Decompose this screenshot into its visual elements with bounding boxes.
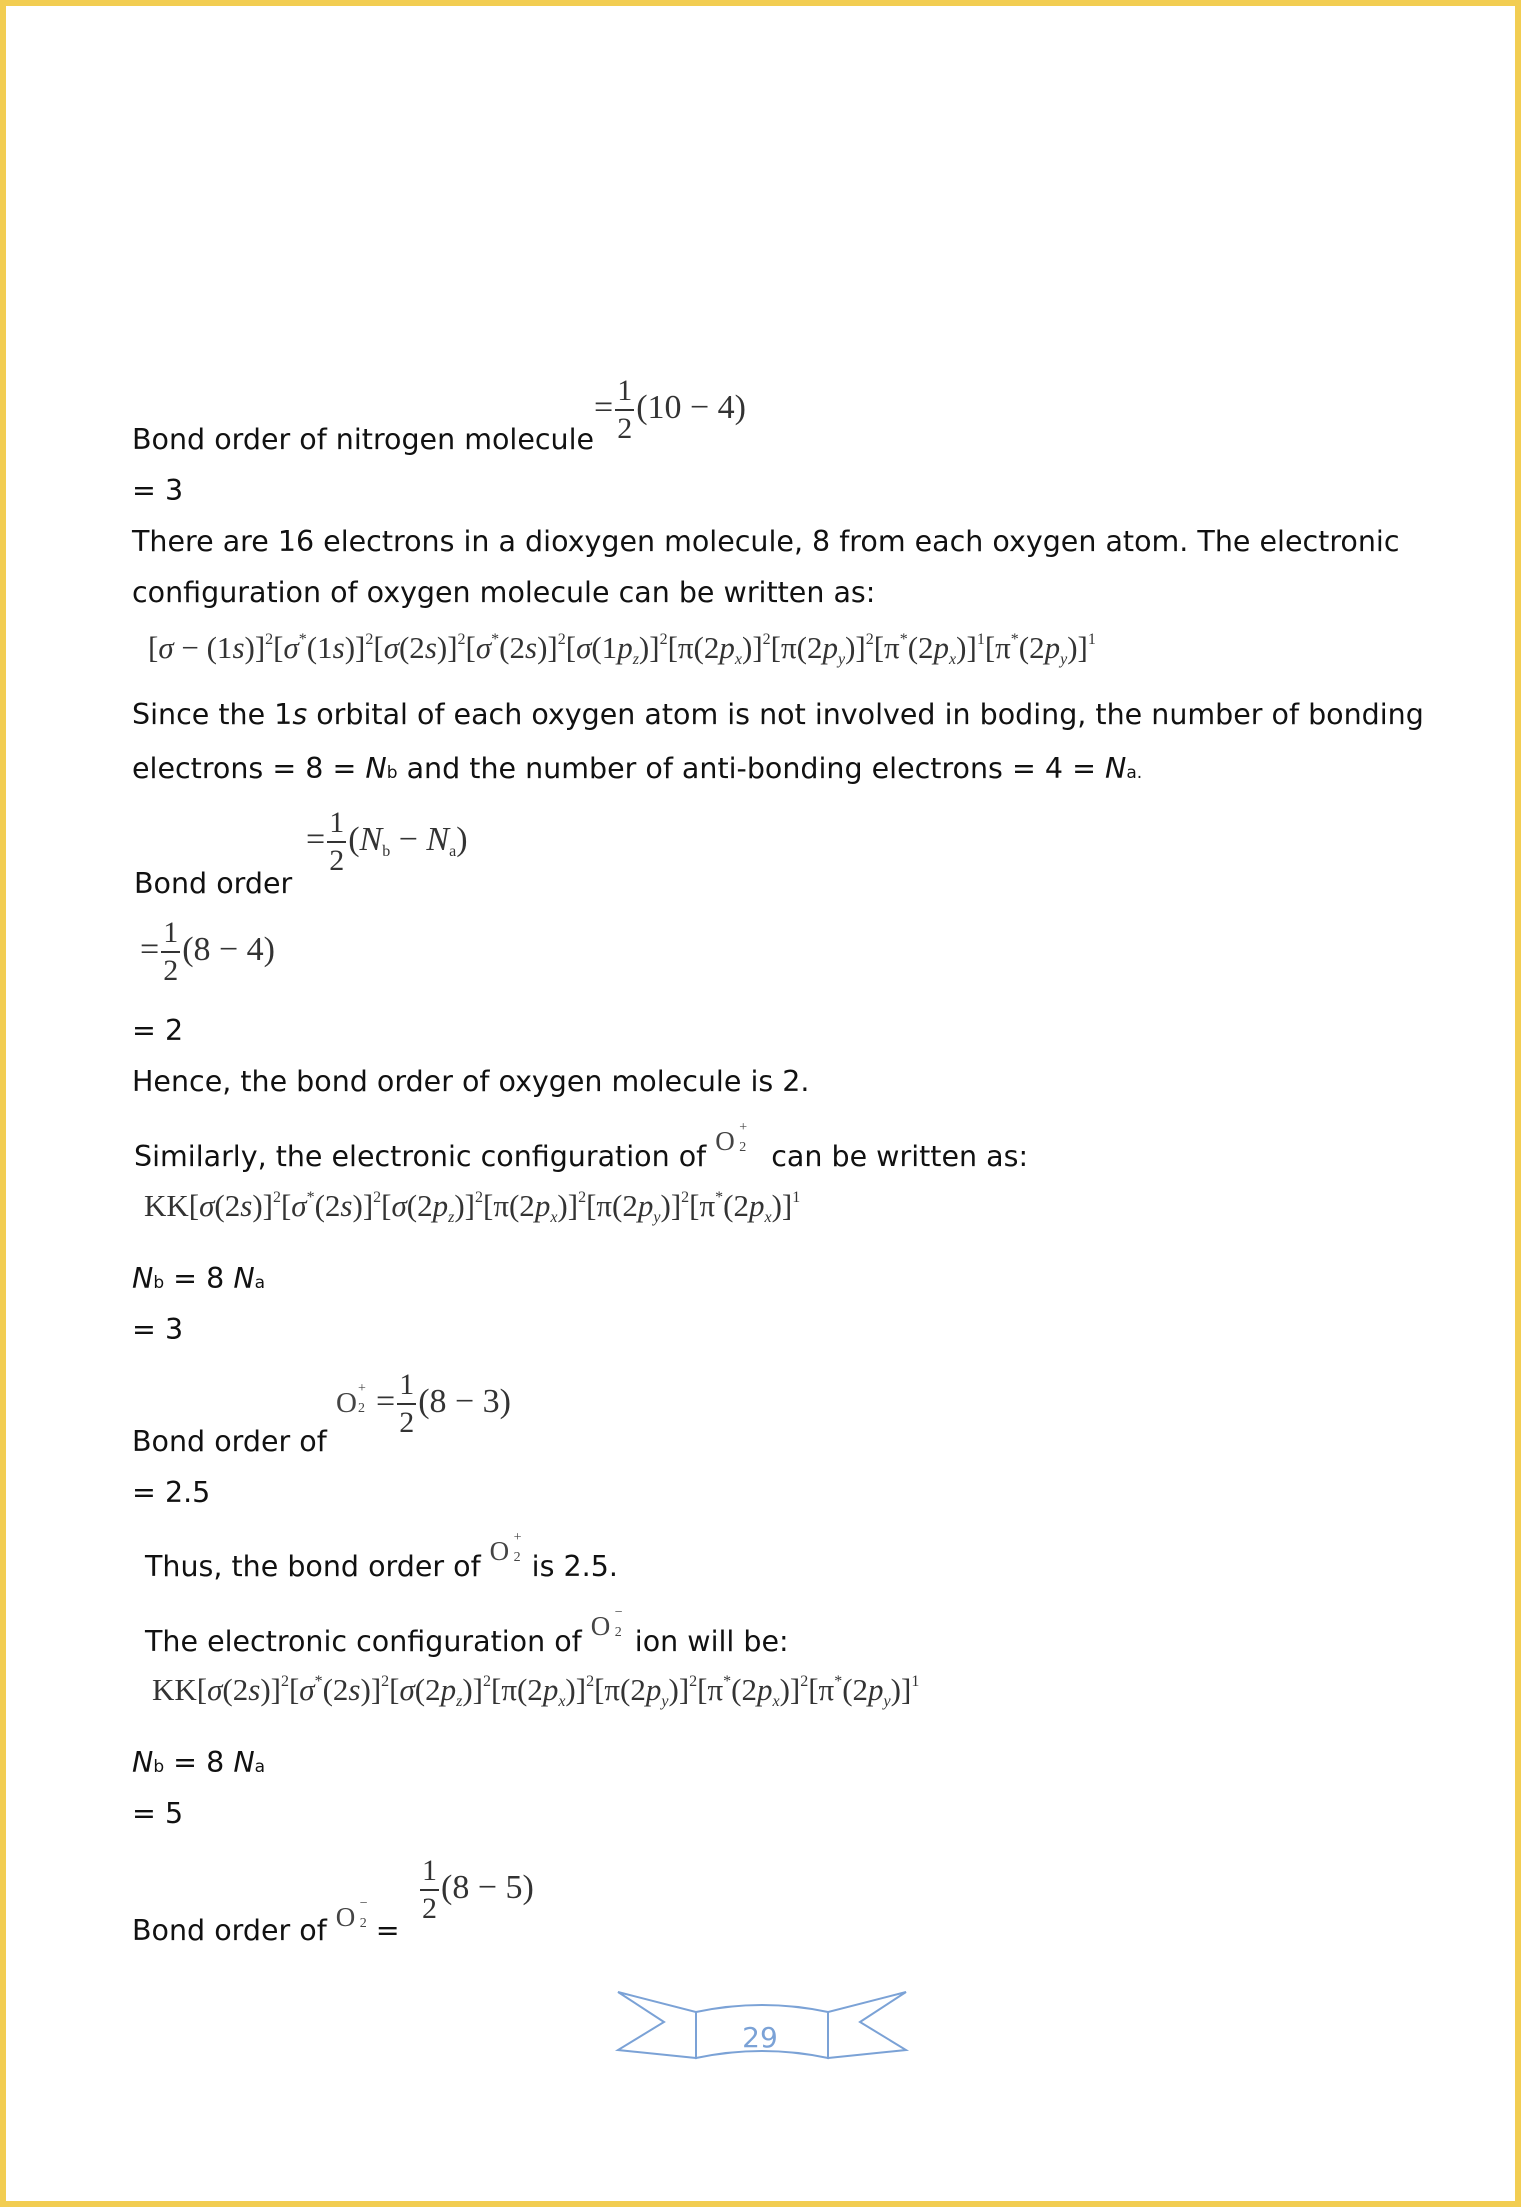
page-number: 29: [742, 2021, 778, 2054]
config-o2minus: The electronic configuration of O − 2 ion will be:: [145, 1605, 789, 1658]
paragraph-dioxygen-line1: There are 16 electrons in a dioxygen molecule, 8 from each oxygen atom. The electronic: [132, 525, 1400, 558]
result-3b: = 3: [132, 1313, 184, 1346]
paragraph-dioxygen-line2: configuration of oxygen molecule can be written as:: [132, 576, 876, 609]
bond-order-of-label-2: Bond order of O − 2 =: [132, 1896, 400, 1947]
result-5: = 5: [132, 1797, 184, 1830]
eq-o2plus-configuration: $KK[\sigma(2s)]^2[\sigma^*(2s)]^2[\sigma(2pz)]^2[\pi(2px)]^2[\pi(2py)]^2[\pi^*(2px)]^1$: [144, 1188, 801, 1226]
o2-plus-symbol-2: O + 2: [489, 1530, 522, 1566]
eq-half-nb-minus-na: = $\frac{1}{2}$ (Nb − Na): [306, 806, 468, 877]
bond-order-label: Bond order: [134, 867, 293, 900]
eq-o2minus-configuration: $KK[\sigma(2s)]^2[\sigma^*(2s)]^2[\sigma(2pz)]^2[\pi(2px)]^2[\pi(2py)]^2[\pi^*(2px)]^2[\pi^*(2py)]^1$: [152, 1672, 920, 1710]
eq-half-8-minus-4: = $\frac{1}{2}$ (8 − 4): [140, 916, 276, 987]
eq-o2-configuration: $[\sigma - (1s)]^2[\sigma^*(1s)]^2[\sigma(2s)]^2[\sigma^*(2s)]^2[\sigma(1pz)]^2[\pi(2px)]^2[\pi(2py)]^2[\pi^*(2px)]^1[\pi^*(2py)]^1$: [148, 630, 1096, 668]
bond-order-of-label-1: Bond order of: [132, 1425, 327, 1458]
paragraph-1s-line2: electrons = 8 = Nb and the number of anti-bonding electrons = 4 = Na.: [132, 752, 1143, 785]
paragraph-1s-line1: Since the 1s orbital of each oxygen atom is not involved in boding, the number of bonding: [132, 698, 1424, 731]
eq-half-10-minus-4: = $\frac{1}{2}$ (10 − 4): [594, 374, 747, 445]
bond-order-nitrogen-label: Bond order of nitrogen molecule: [132, 423, 595, 456]
result-3: = 3: [132, 474, 184, 507]
nb-na-values-2: Nb = 8 Na: [132, 1746, 266, 1779]
thus-o2plus: Thus, the bond order of O + 2 is 2.5.: [145, 1530, 618, 1583]
hence-statement: Hence, the bond order of oxygen molecule is 2.: [132, 1065, 810, 1098]
o2-minus-symbol: O − 2: [590, 1605, 623, 1641]
o2-minus-symbol-2: O − 2: [335, 1896, 368, 1932]
nb-na-values-1: Nb = 8 Na: [132, 1262, 266, 1295]
result-2-5: = 2.5: [132, 1476, 211, 1509]
eq-half-8-minus-5: $\frac{1}{2}$ (8 − 5): [422, 1854, 534, 1925]
eq-o2plus-half-8-minus-3: O + 2 = $\frac{1}{2}$ (8 − 3): [336, 1368, 512, 1439]
similarly-o2plus: Similarly, the electronic configuration of O + 2 can be written as:: [134, 1120, 1029, 1173]
result-2: = 2: [132, 1014, 184, 1047]
o2-plus-symbol: O + 2: [715, 1120, 748, 1156]
